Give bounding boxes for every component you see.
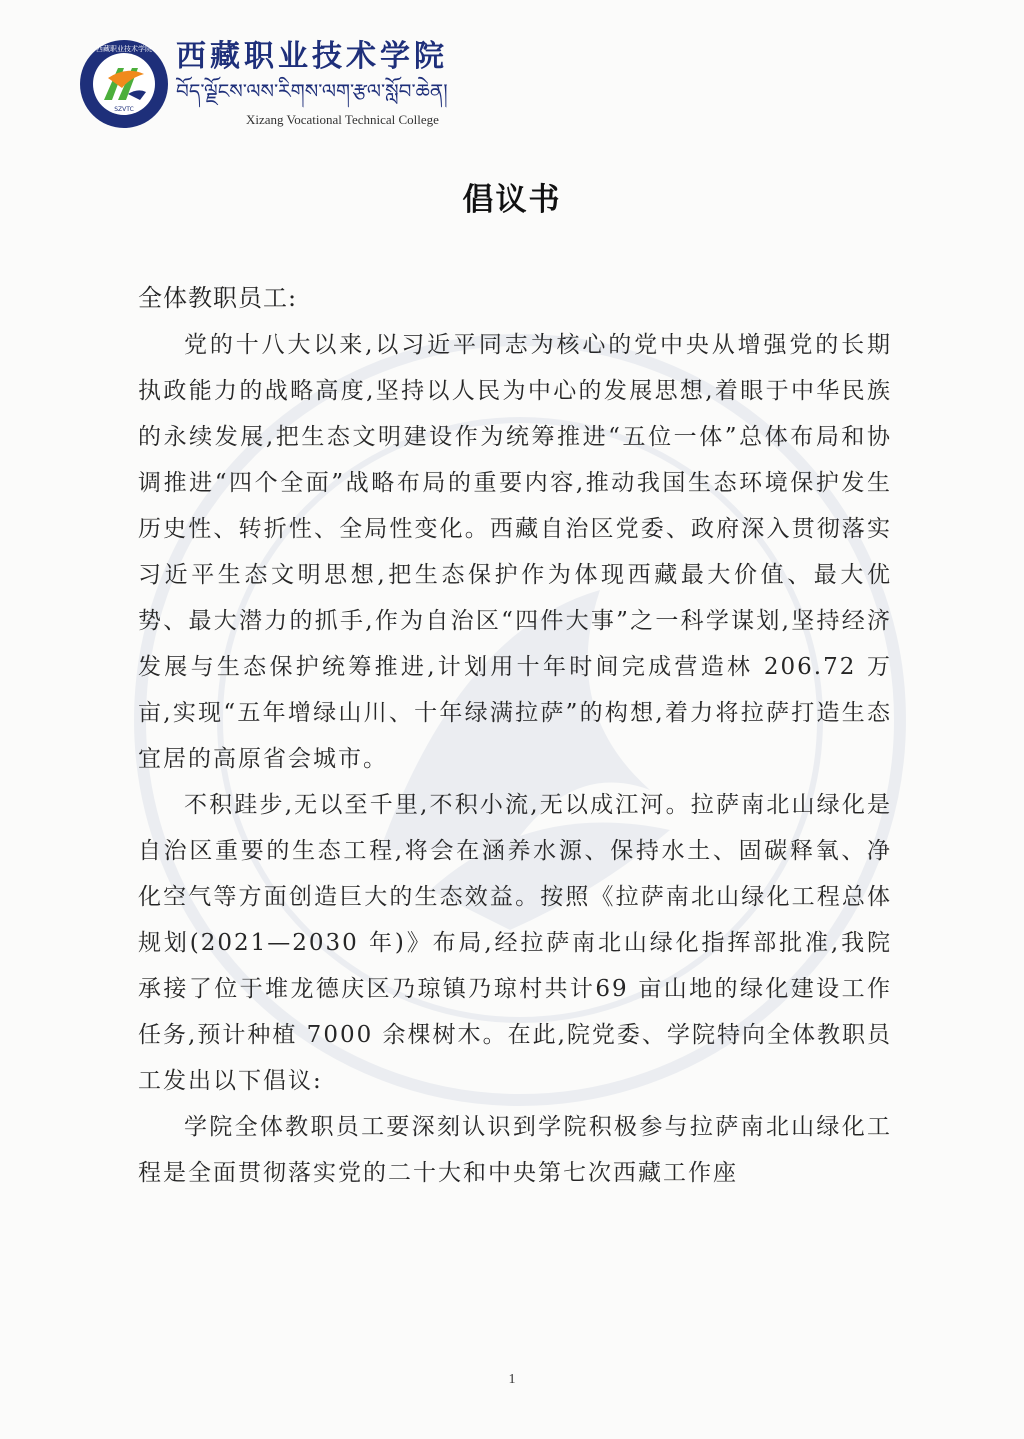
college-logo <box>78 38 170 130</box>
body-paragraph-2: 不积跬步,无以至千里,不积小流,无以成江河。拉萨南北山绿化是自治区重要的生态工程,将会在涵养水源、保持水土、固碳释氧、净化空气等方面创造巨大的生态效益。按照《拉萨南北山绿化工程总体规划(2021—2030 年)》布局,经拉萨南北山绿化指挥部批准,我院承接了位于堆龙德庆区乃琼镇乃琼村共计69 亩山地的绿化建设工作任务,预计种植 7000 余棵树木。在此,院党委、学院特向全体教职员工发出以下倡议: <box>138 792 892 1094</box>
logo-abbr: SZVTC <box>114 106 134 113</box>
college-name-cn: 西藏职业技术学院 <box>176 39 448 74</box>
college-name-tibetan: བོད་ལྗོངས་ལས་རིགས་ལག་རྩལ་སློབ་ཆེན། <box>176 79 448 103</box>
document-title: 倡议书 <box>462 182 562 218</box>
page-number: 1 <box>508 1372 516 1387</box>
body-paragraph-3: 学院全体教职员工要深刻认识到学院积极参与拉萨南北山绿化工程是全面贯彻落实党的二十大和中央第七次西藏工作座 <box>138 1114 892 1186</box>
letterhead <box>176 40 448 128</box>
logo-ring-text: 西藏职业技术学院 <box>96 45 152 53</box>
salutation: 全体教职员工: <box>138 284 298 312</box>
body-paragraph-1: 党的十八大以来,以习近平同志为核心的党中央从增强党的长期执政能力的战略高度,坚持以人民为中心的发展思想,着眼于中华民族的永续发展,把生态文明建设作为统筹推进“五位一体”总体布局和协调推进“四个全面”战略布局的重要内容,推动我国生态环境保护发生历史性、转折性、全局性变化。西藏自治区党委、政府深入贯彻落实习近平生态文明思想,把生态保护作为体现西藏最大价值、最大优势、最大潜力的抓手,作为自治区“四件大事”之一科学谋划,坚持经济发展与生态保护统筹推进,计划用十年时间完成营造林 206.72 万亩,实现“五年增绿山川、十年绿满拉萨”的构想,着力将拉萨打造生态宜居的高原省会城市。 <box>138 332 892 772</box>
document-body <box>138 322 892 1196</box>
college-name-en: Xizang Vocational Technical College <box>246 112 439 127</box>
